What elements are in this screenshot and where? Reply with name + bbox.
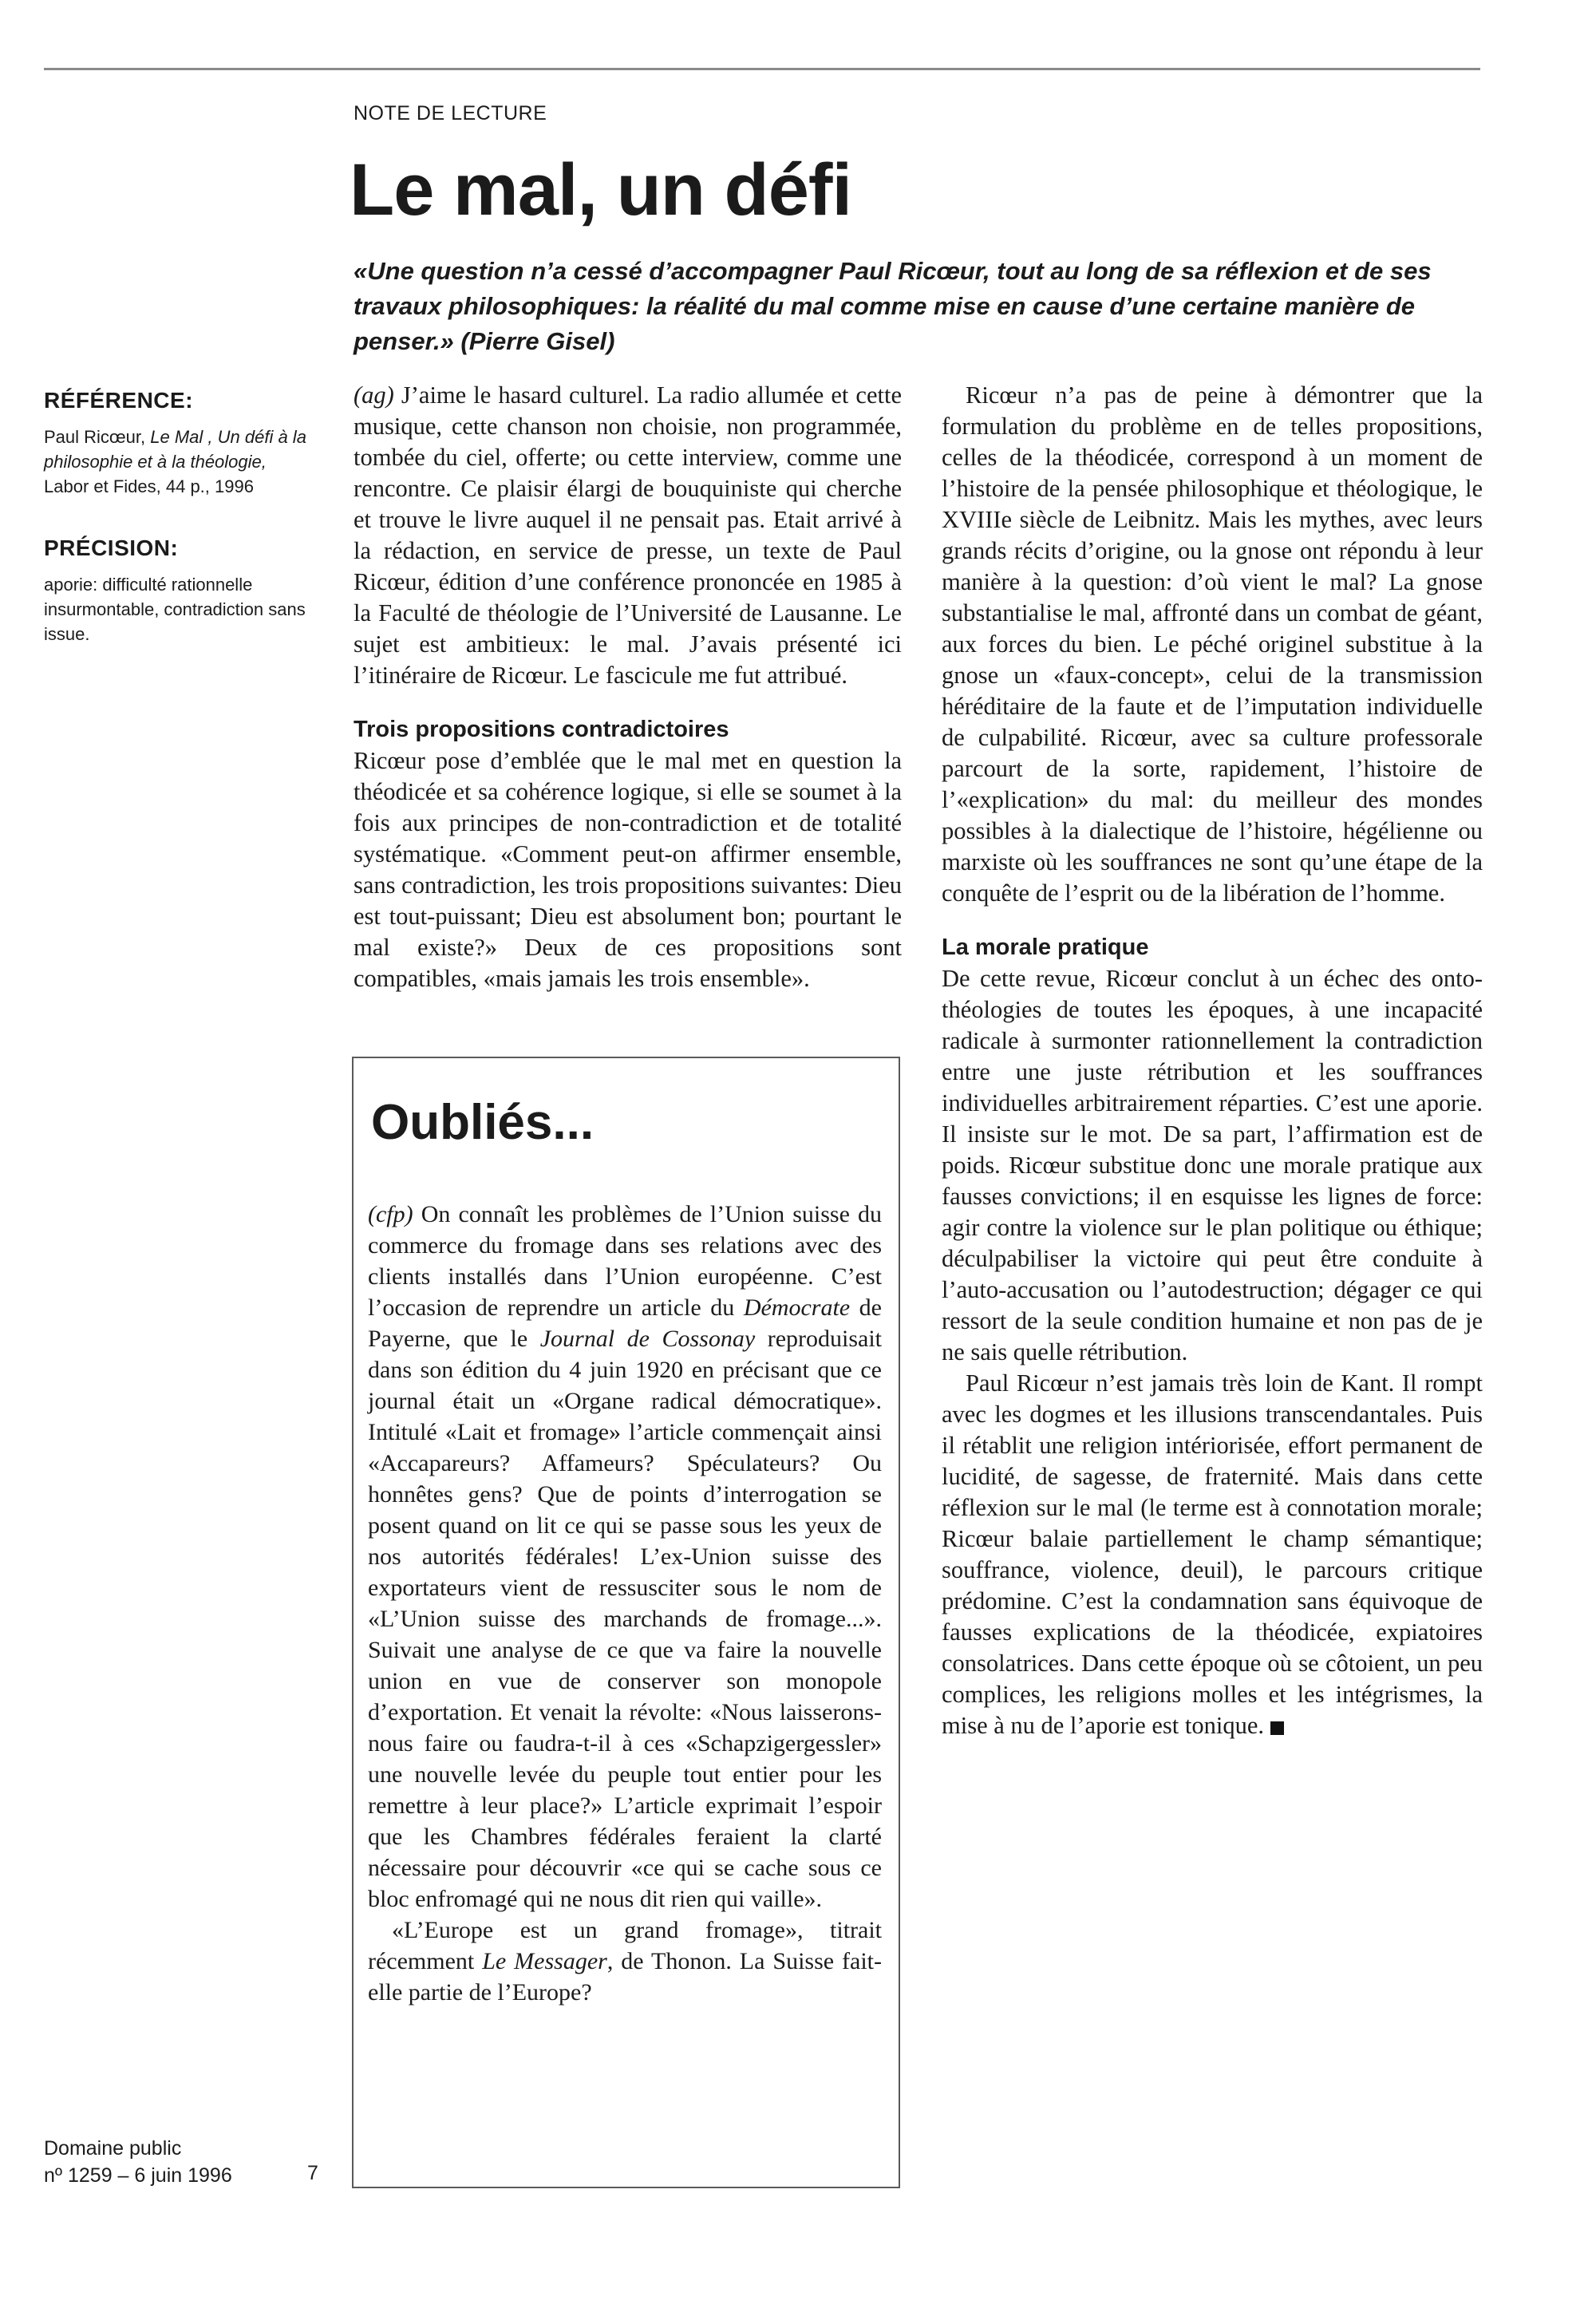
reference-heading: RÉFÉRENCE:	[44, 388, 194, 413]
precision-heading: PRÉCISION:	[44, 535, 179, 560]
section-heading-1: Trois propositions contradictoires	[354, 717, 729, 742]
box-text-1c: de Payerne, que le	[368, 1294, 882, 1352]
section2-paragraph-1: De cette revue, Ricœur conclut à un échec des onto-théologies de toutes les époques, à une incapacité radicale à surmonter rationnellement la contradiction entre une juste rétribution et les souffrances individuelles arbitrairement réparties. C’est une aporie. Il insiste sur le mot. De sa part, l’affirmation est de poids. Ricœur substitue donc une morale pratique aux fausses convictions; il en esquisse les lignes de force: agir contre la violence sur le plan politique ou éthique; déculpabiliser la victoire qui peut être conduite à l’auto-accusation ou l’autodestruction; dégager ce qui ressort de la seule condition humaine et non pas de je ne sais quelle rétribution.	[942, 965, 1483, 1365]
box-paragraph-1	[368, 1199, 882, 1915]
article-title: Le mal, un défi	[350, 149, 852, 231]
section2-paragraph-2	[942, 1368, 1483, 1741]
section1-paragraph-2: Ricœur n’a pas de peine à démontrer que la formulation du problème en de telles propositions, celles de la théodicée, correspond à un moment de l’histoire de la pensée philosophique et théologique, le XVIIIe siècle de Leibnitz. Mais les mythes, avec leurs grands récits d’origine, ou la gnose ont répondu à leur manière à la question: d’où vient le mal? La gnose substantialise le mal, affronté dans un combat de géant, aux forces du bien. Le péché originel substitue à la gnose un «faux-concept», celui de la transmission héréditaire de la faute et de l’imputation individuelle de culpabilité. Ricœur, avec sa culture professorale parcourt de la sorte, rapidement, l’histoire de l’«explication» du mal: du meilleur des mondes possibles à la dialectique de l’histoire, hégélienne ou marxiste où les souffrances ne sont qu’une étape de la conquête de l’esprit ou de la libération de l’homme.	[942, 381, 1483, 907]
sidebar	[44, 388, 307, 683]
box-title: Oubliés...	[371, 1095, 595, 1150]
section-heading-2: La morale pratique	[942, 935, 1149, 960]
article-lead: «Une question n’a cessé d’accompagner Paul Ricœur, tout au long de sa réflexion et de ses travaux philosophiques: la réalité du mal comme mise en cause d’une certaine manière de penser.» (Pierre Gisel)	[354, 257, 1432, 355]
reference-text	[44, 425, 307, 499]
page-number: 7	[307, 2162, 318, 2184]
box-newspaper-2: Journal de Cossonay	[539, 1326, 756, 1352]
issue-info: nº 1259 – 6 juin 1996	[44, 2164, 232, 2187]
article-column-1	[354, 380, 902, 994]
intro-paragraph	[354, 380, 902, 691]
reference-work: Le Mal , Un défi à la philosophie et à la théologie,	[44, 427, 306, 472]
box-newspaper-1: Démocrate	[743, 1294, 851, 1321]
intro-text: J’aime le hasard culturel. La radio allumée et cette musique, cette chanson non choisie, non programmée, tombée du ciel, offerte; ou cette interview, comme une rencontre. Ce plaisir élargi de bouquiniste qui cherche et trouve le livre auquel il ne pensait pas. Etait arrivé à la rédaction, en service de presse, un texte de Paul Ricœur, édition d’une conférence prononcée en 1985 à la Faculté de théologie de l’Université de Lausanne. Le sujet est ambitieux: le mal. J’avais présenté ici l’itinéraire de Ricœur. Le fascicule me fut attribué.	[354, 381, 902, 689]
section1-paragraph-1: Ricœur pose d’emblée que le mal met en question la théodicée et sa cohérence logique, si elle se soumet à la fois aux principes de non-contradiction et de totalité systématique. «Comment peut-on affirmer ensemble, sans contradiction, les trois propositions suivantes: Dieu est tout-puissant; Dieu est absolument bon; pourtant le mal existe?» Deux de ces propositions sont compatibles, «mais jamais les trois ensemble».	[354, 747, 903, 992]
publication-name: Domaine public	[44, 2137, 182, 2160]
precision-text: aporie: difficulté rationnelle insurmontable, contradiction sans issue.	[44, 575, 306, 644]
reference-author: Paul Ricœur,	[44, 427, 151, 447]
author-tag: (ag)	[354, 381, 394, 409]
box-paragraph-2	[368, 1915, 882, 2008]
section2-paragraph-2-text: Paul Ricœur n’est jamais très loin de Kant. Il rompt avec les dogmes et les illusions transcendantales. Puis il rétablit une religion intériorisée, effort permanent de lucidité, de sagesse, de fraternité. Mais dans cette réflexion sur le mal (le terme est à connotation morale; Ricœur balaie partiellement le champ sémantique; souffrance, violence, deuil), le parcours critique prédomine. C’est la condamnation sans équivoque de fausses explications de la théodicée, expiatoires consolatrices. Dans cette époque où se côtoient, un peu complices, les religions molles et les intégrismes, la mise à nu de l’aporie est tonique.	[942, 1369, 1483, 1739]
end-mark-icon	[1270, 1721, 1284, 1735]
section-kicker: NOTE DE LECTURE	[354, 102, 547, 124]
top-rule	[44, 68, 1480, 70]
article-column-2	[942, 380, 1483, 1741]
reference-publisher: Labor et Fides, 44 p., 1996	[44, 476, 254, 496]
box-text-1a: On connaît les problèmes de l’Union suisse du commerce du fromage dans ses relations avec des clients installés dans l’Union européenne. C’est l’occasion de reprendre un article du	[368, 1201, 882, 1321]
box-newspaper-3: Le Messager	[482, 1948, 607, 1974]
box-text-2c: , de Thonon. La Suisse fait-elle partie de l’Europe?	[368, 1948, 882, 2006]
box-text-2a: «L’Europe est un grand fromage», titrait récemment	[368, 1917, 882, 1974]
box-author-tag: (cfp)	[368, 1201, 413, 1227]
footer	[44, 2135, 232, 2189]
box-text-1e: reproduisait dans son édition du 4 juin 1920 en précisant que ce journal était un «Organe radical démocratique». Intitulé «Lait et fromage» l’article commençait ainsi «Accapareurs? Affameurs? Spéculateurs? Ou honnêtes gens? Que de points d’interrogation se posent quand on lit ce qui se passe sous les yeux de nos autorités fédérales! L’ex-Union suisse des exportateurs vient de ressusciter sous le nom de «L’Union suisse des marchands de fromage...». Suivait une analyse de ce que va faire la nouvelle union en vue de conserver son monopole d’exportation. Et venait la révolte: «Nous laisserons-nous faire ou faudra-t-il à ces «Schapzigergessler» une nouvelle levée du peuple tout entier pour les remettre à leur place?» L’article exprimait l’espoir que les Chambres fédérales feraient la clarté nécessaire pour découvrir «ce qui se cache sous ce bloc enfromagé qui ne nous dit rien qui vaille».	[368, 1326, 882, 1912]
sidebar-box-oublies	[352, 1057, 900, 2188]
box-body	[368, 1199, 882, 2008]
